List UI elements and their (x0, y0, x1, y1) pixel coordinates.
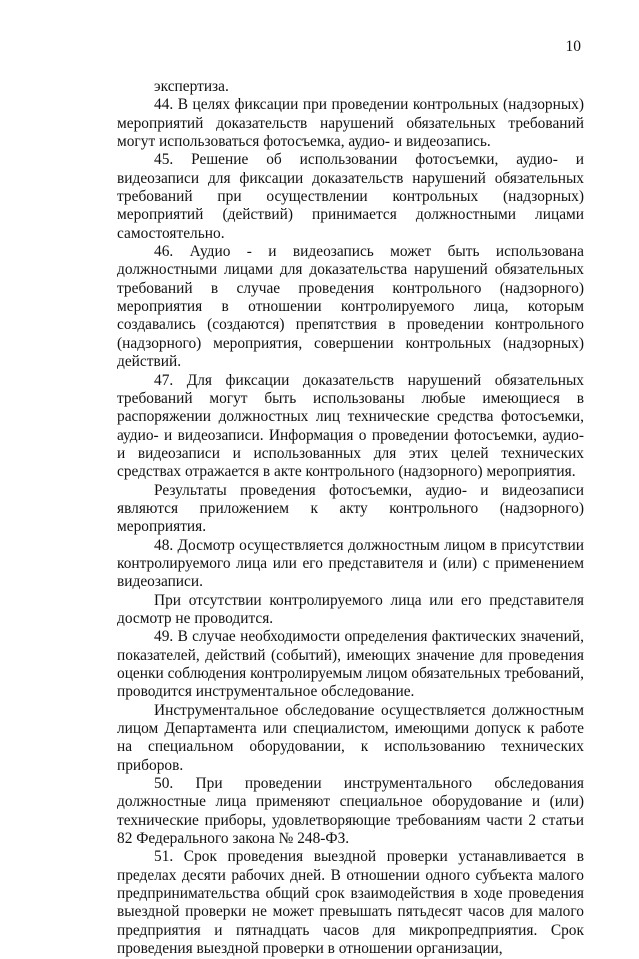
paragraph-46: 46. Аудио - и видеозапись может быть использована должностными лицами для доказательства нарушений обязательных требований в случае проведения контрольного (надзорного) мероприятия в отношении контролируемого лица, которым создавались (создаются) препятствия в проведении контрольного (надзорного) мероприятия, совершении контрольных (надзорных) действий. (117, 243, 584, 371)
paragraph-49: 49. В случае необходимости определения фактических значений, показателей, действий (событий), имеющих значение для проведения оценки соблюдения контролируемым лицом обязательных требований, проводится инструментальное обследование. (117, 628, 584, 701)
paragraph-45: 45. Решение об использовании фотосъемки, аудио- и видеозаписи для фиксации доказательств нарушений обязательных требований при осуществлении контрольных (надзорных) мероприятий (действий) принимается должностными лицами самостоятельно. (117, 151, 584, 242)
document-body (117, 78, 584, 959)
paragraph-51: 51. Срок проведения выездной проверки устанавливается в пределах десяти рабочих дней. В отношении одного субъекта малого предпринимательства общий срок взаимодействия в ходе проведения выездной проверки не может превышать пятьдесят часов для малого предприятия и пятнадцать часов для микропредприятия. Срок проведения выездной проверки в отношении организации, (117, 848, 584, 958)
paragraph-49-instrumental: Инструментальное обследование осуществляется должностным лицом Департамента или специалистом, имеющими допуск к работе на специальном оборудовании, к использованию технических приборов. (117, 701, 584, 774)
paragraph-continuation: экспертиза. (154, 78, 229, 95)
paragraph-48: 48. Досмотр осуществляется должностным лицом в присутствии контролируемого лица или его представителя и (или) с применением видеозаписи. (117, 536, 584, 591)
page-number: 10 (565, 38, 581, 55)
paragraph-44: 44. В целях фиксации при проведении контрольных (надзорных) мероприятий доказательств нарушений обязательных требований могут использоваться фотосъемка, аудио- и видеозапись. (117, 96, 584, 151)
paragraph-47-results: Результаты проведения фотосъемки, аудио- и видеозаписи являются приложением к акту контрольного (надзорного) мероприятия. (117, 481, 584, 536)
paragraph-50: 50. При проведении инструментального обследования должностные лица применяют специальное оборудование и (или) технические приборы, удовлетворяющие требованиям части 2 статьи 82 Федерального закона № 248-ФЗ. (117, 775, 584, 848)
paragraph-48-absence: При отсутствии контролируемого лица или его представителя досмотр не проводится. (117, 591, 584, 627)
paragraph-47: 47. Для фиксации доказательств нарушений обязательных требований могут быть использованы любые имеющиеся в распоряжении должностных лиц технические средства фотосъемки, аудио- и видеозаписи. Информация о проведении фотосъемки, аудио- и видеозаписи и использованных для этих целей технических средствах отражается в акте контрольного (надзорного) мероприятия. (117, 371, 584, 481)
